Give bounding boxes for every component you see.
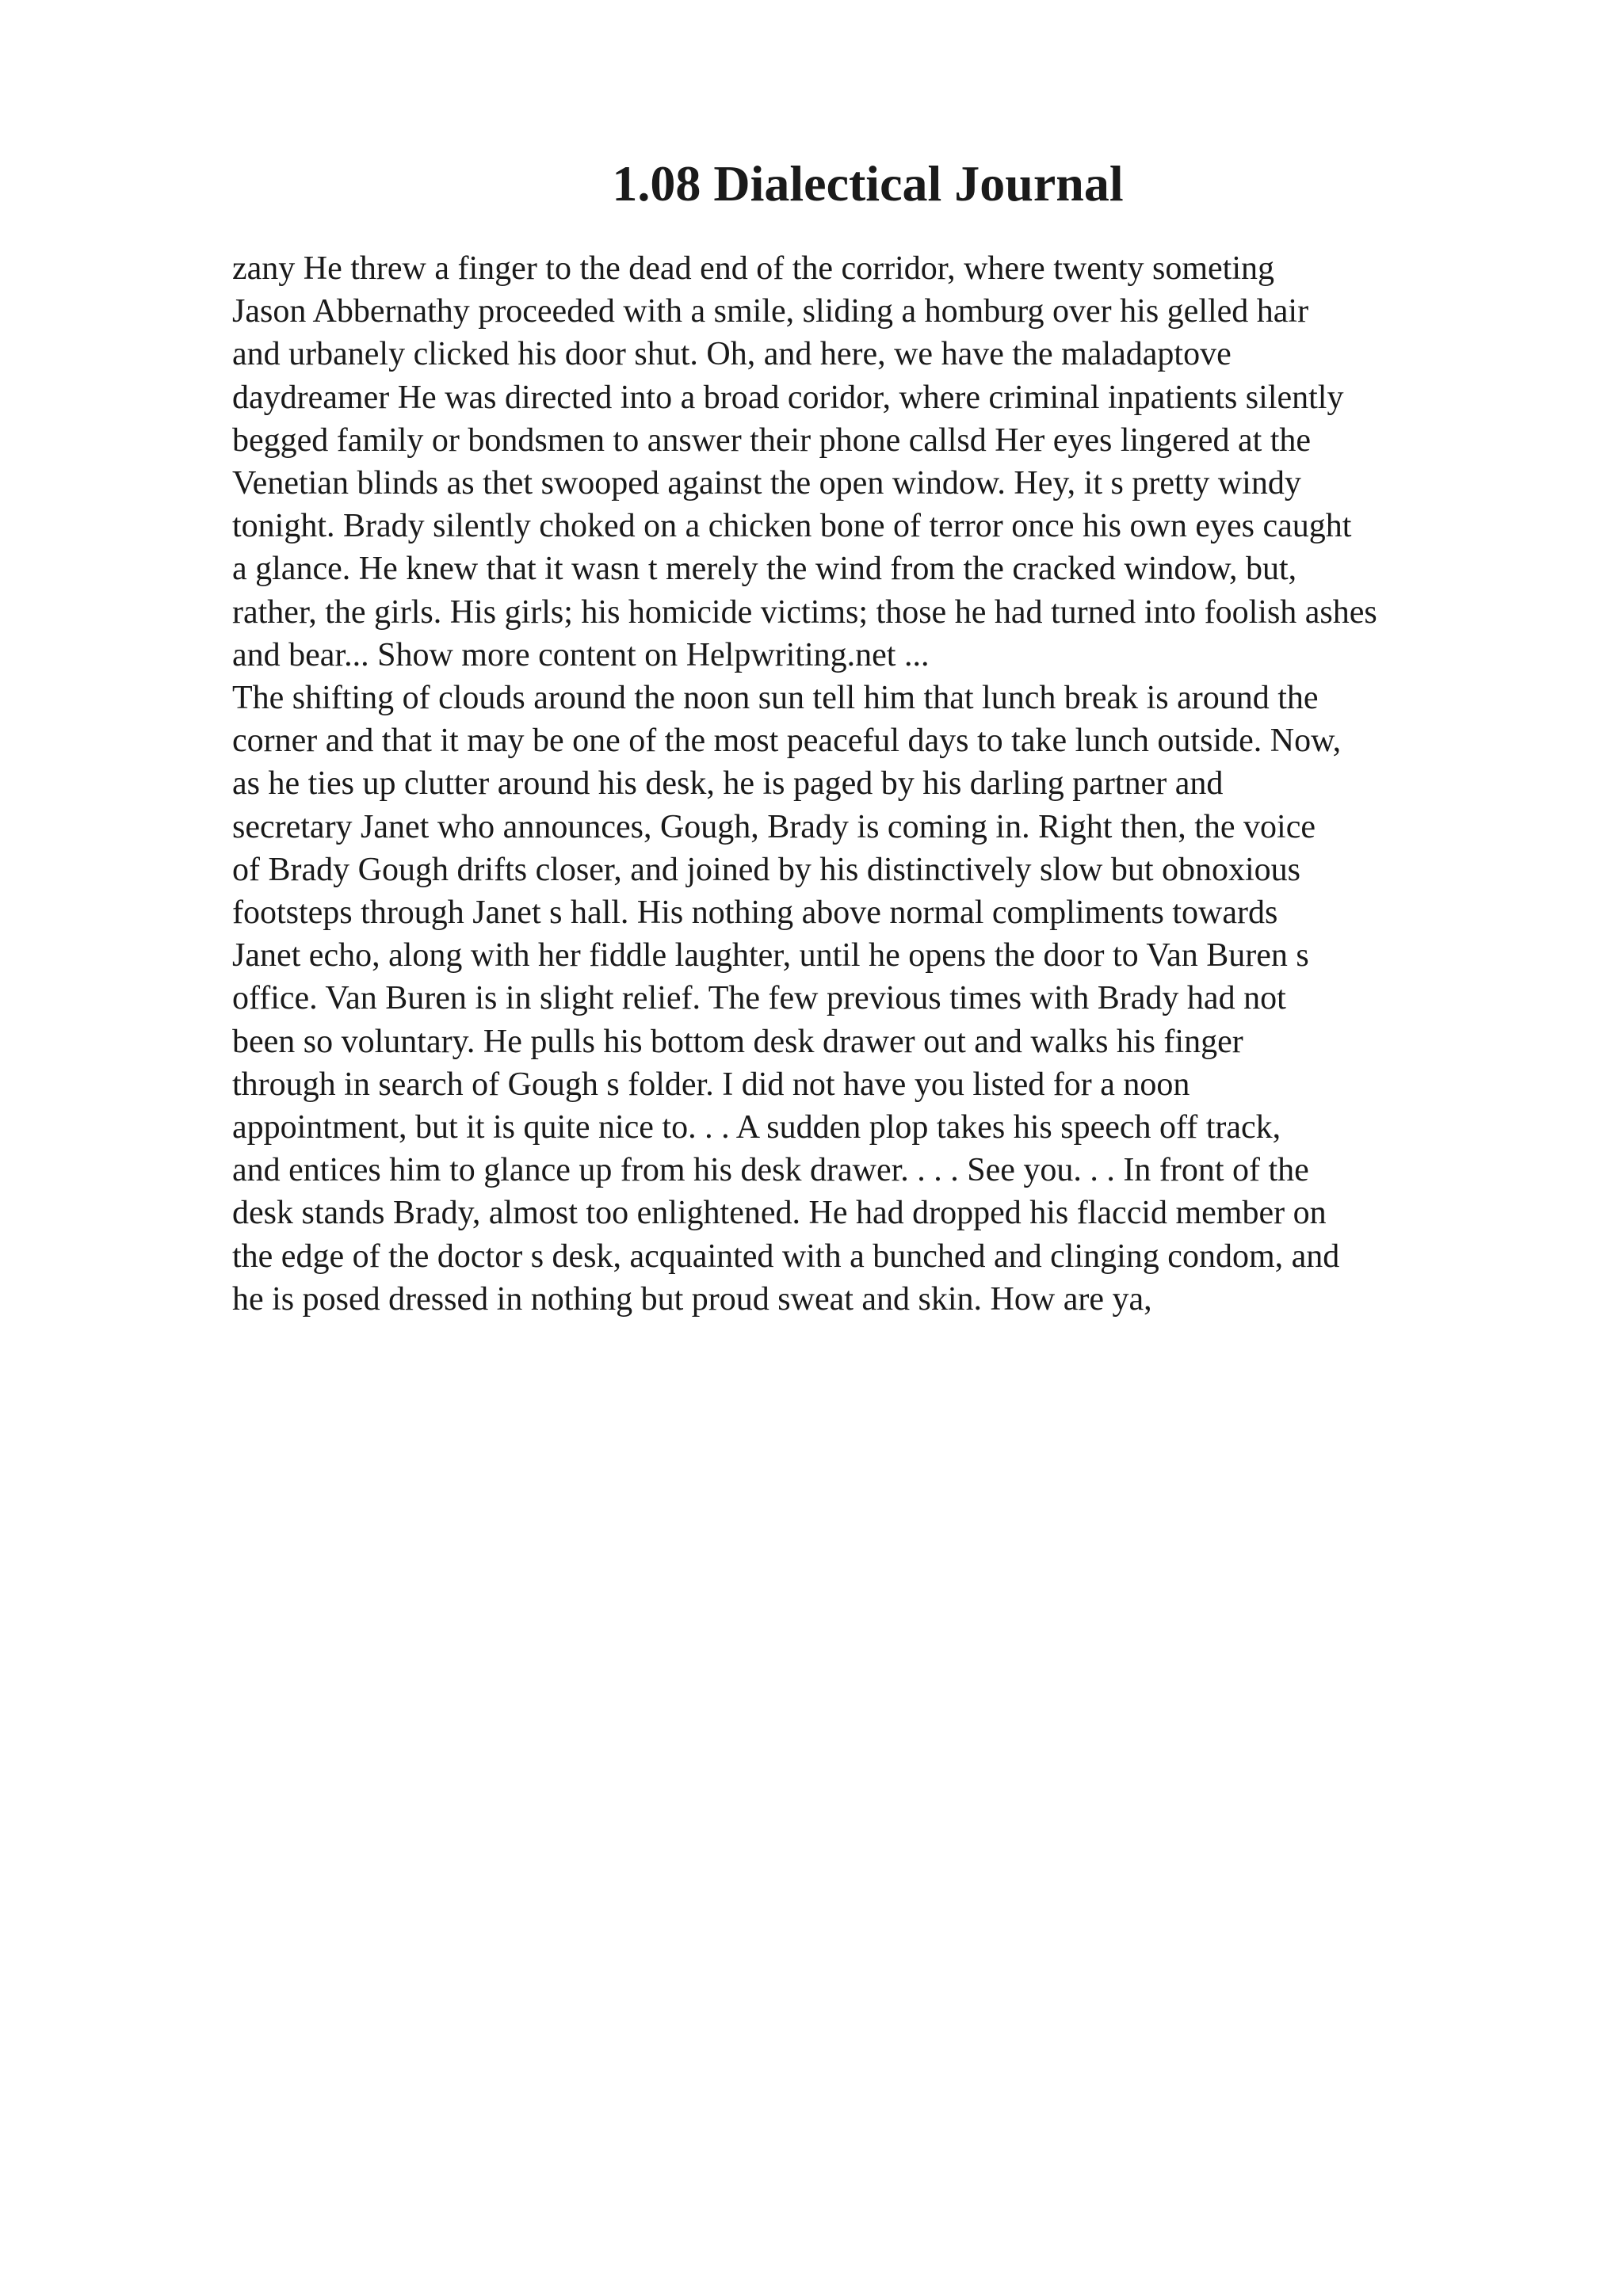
body-line: of Brady Gough drifts closer, and joined by his distinctively slow but obnoxious [232,851,1301,888]
body-line: office. Van Buren is in slight relief. The few previous times with Brady had not [232,980,1286,1017]
body-line: footsteps through Janet s hall. His nothing above normal compliments towards [232,894,1278,932]
body-line: desk stands Brady, almost too enlightened. He had dropped his flaccid member on [232,1195,1327,1232]
body-line: daydreamer He was directed into a broad coridor, where criminal inpatients silently [232,379,1344,416]
body-line: as he ties up clutter around his desk, he is paged by his darling partner and [232,765,1224,803]
body-line: Jason Abbernathy proceeded with a smile, sliding a homburg over his gelled hair [232,293,1309,330]
body-line-show-more: and bear... Show more content on Helpwriting.net ... [232,636,930,673]
body-line: secretary Janet who announces, Gough, Brady is coming in. Right then, the voice [232,808,1316,845]
body-line: Janet echo, along with her fiddle laughter, until he opens the door to Van Buren s [232,937,1309,974]
body-line: and entices him to glance up from his desk drawer. . . . See you. . . In front of the [232,1152,1309,1189]
body-line: been so voluntary. He pulls his bottom desk drawer out and walks his finger [232,1023,1243,1060]
body-line: begged family or bondsmen to answer their phone callsd Her eyes lingered at the [232,421,1312,459]
body-line: corner and that it may be one of the most peaceful days to take lunch outside. Now, [232,723,1342,760]
body-line: rather, the girls. His girls; his homicide victims; those he had turned into foolish ashes [232,593,1377,631]
body-line: and urbanely clicked his door shut. Oh, and here, we have the maladaptove [232,336,1232,373]
body-line: zany He threw a finger to the dead end of the corridor, where twenty someting [232,250,1275,287]
document-title: 1.08 Dialectical Journal [612,155,1124,212]
body-line: the edge of the doctor s desk, acquainted with a bunched and clinging condom, and [232,1238,1340,1275]
body-line: Venetian blinds as thet swooped against the open window. Hey, it s pretty windy [232,465,1301,502]
body-line: through in search of Gough s folder. I did not have you listed for a noon [232,1066,1190,1103]
body-line: appointment, but it is quite nice to. . . A sudden plop takes his speech off track, [232,1109,1281,1146]
body-line: a glance. He knew that it wasn t merely the wind from the cracked window, but, [232,551,1297,588]
body-line: he is posed dressed in nothing but proud sweat and skin. How are ya, [232,1280,1152,1318]
document-body [232,247,1595,1321]
body-line: The shifting of clouds around the noon sun tell him that lunch break is around the [232,680,1319,717]
body-line: tonight. Brady silently choked on a chicken bone of terror once his own eyes caught [232,508,1352,545]
